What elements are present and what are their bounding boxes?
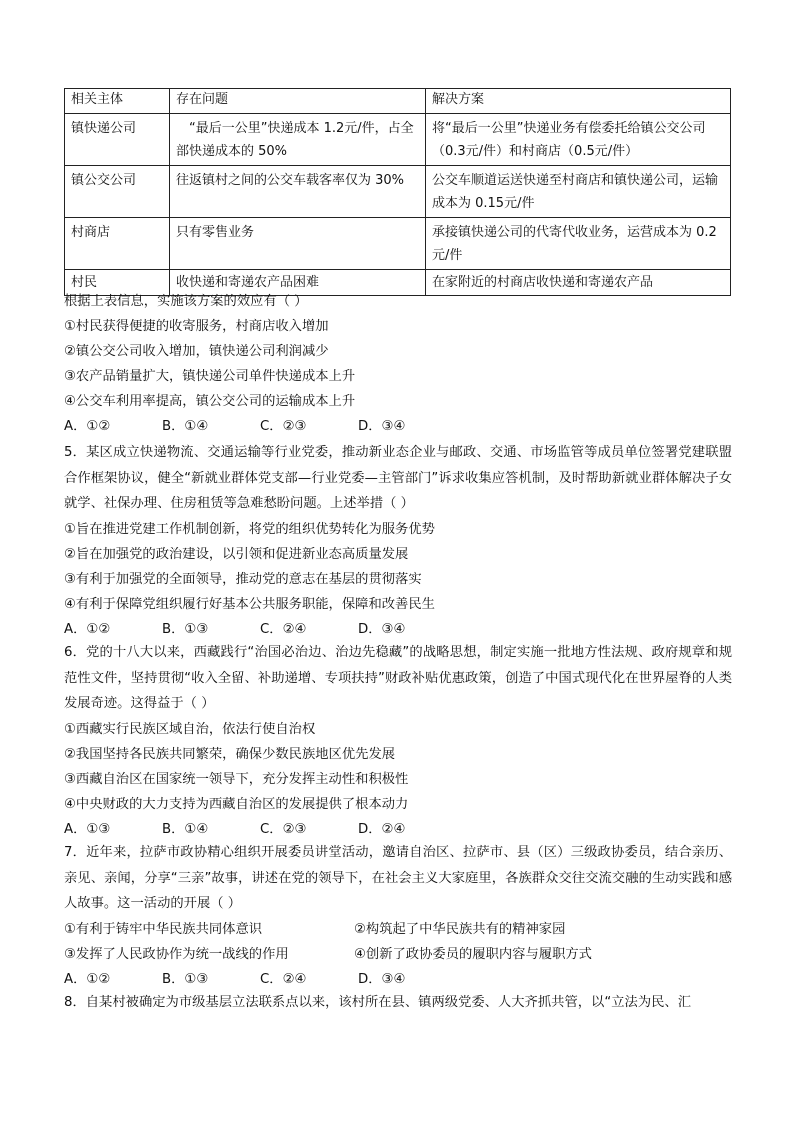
info-table	[64, 88, 731, 296]
option-line: ③西藏自治区在国家统一领导下，充分发挥主动性和积极性	[64, 771, 409, 787]
option-line: ②旨在加强党的政治建设，以引领和促进新业态高质量发展	[64, 546, 409, 562]
answer-choices	[64, 414, 732, 439]
answer-choices	[64, 617, 732, 642]
table-cell-subject: 镇公交公司	[65, 166, 170, 218]
choice-a: A．①③	[64, 821, 111, 837]
answer-choices	[64, 817, 732, 842]
answer-choices	[64, 967, 732, 992]
choice-d: D．③④	[358, 971, 406, 987]
option-line: ②镇公交公司收入增加，镇快递公司利润减少	[64, 344, 329, 359]
question-4	[64, 289, 732, 439]
choice-c: C．②③	[260, 821, 307, 837]
table-row	[65, 218, 731, 270]
table-header: 相关主体	[65, 89, 170, 114]
option-line: ④有利于保障党组织履行好基本公共服务职能，保障和改善民生	[64, 596, 435, 612]
choice-a: A．①②	[64, 621, 111, 637]
choice-b: B．①③	[162, 621, 209, 637]
table-cell-solution: 公交车顺道运送快递至村商店和镇快递公司，运输成本为 0.15元/件	[426, 166, 731, 218]
question-stem: 7．近年来，拉萨市政协精心组织开展委员讲堂活动，邀请自治区、拉萨市、县（区）三级政协委员，结合亲历、亲见、亲闻，分享“三亲”故事，讲述在党的领导下，在社会主义大家庭里，各族群众交往交流交融的生动实践和感人故事。这一活动的开展（ ）	[64, 845, 732, 911]
table-cell-solution: 承接镇快递公司的代寄代收业务，运营成本为 0.2元/件	[426, 218, 731, 270]
question-8	[64, 990, 732, 1015]
question-stem: 8．自某村被确定为市级基层立法联系点以来，该村所在县、镇两级党委、人大齐抓共管，以“立法为民、汇	[64, 995, 692, 1010]
table-cell-problem: “最后一公里”快递成本 1.2元/件，占全部快递成本的 50%	[170, 114, 426, 166]
question-stem: 根据上表信息，实施该方案的效应有（ ）	[64, 294, 308, 309]
choice-a: A．①②	[64, 419, 111, 434]
option-line: ②构筑起了中华民族共有的精神家园	[354, 921, 566, 937]
option-line: ①旨在推进党建工作机制创新，将党的组织优势转化为服务优势	[64, 521, 435, 537]
option-line: ④公交车利用率提高，镇公交公司的运输成本上升	[64, 394, 356, 409]
option-line: ③有利于加强党的全面领导，推动党的意志在基层的贯彻落实	[64, 571, 422, 587]
option-line: ③发挥了人民政协作为统一战线的作用	[64, 946, 289, 962]
table-cell-solution: 将“最后一公里”快递业务有偿委托给镇公交公司（0.3元/件）和村商店（0.5元/件）	[426, 114, 731, 166]
table-cell-subject: 村商店	[65, 218, 170, 270]
option-line: ③农产品销量扩大，镇快递公司单件快递成本上升	[64, 369, 356, 384]
question-stem: 5．某区成立快递物流、交通运输等行业党委，推动新业态企业与邮政、交通、市场监管等成员单位签署党建联盟合作框架协议，健全“新就业群体党支部—行业党委—主管部门”诉求收集应答机制，及时帮助新就业群体解决子女就学、社保办理、住房租赁等急难愁盼问题。上述举措（ ）	[64, 445, 732, 511]
option-row	[64, 942, 732, 967]
choice-b: B．①④	[162, 821, 209, 837]
table-cell-problem: 收快递和寄递农产品困难	[170, 270, 426, 296]
choice-c: C．②③	[260, 419, 307, 434]
table-cell-problem: 只有零售业务	[170, 218, 426, 270]
question-5	[64, 440, 732, 642]
option-row	[64, 917, 732, 942]
option-line: ②我国坚持各民族共同繁荣，确保少数民族地区优先发展	[64, 746, 396, 762]
choice-b: B．①③	[162, 971, 209, 987]
table-header: 存在问题	[170, 89, 426, 114]
question-6	[64, 640, 732, 842]
option-line: ①村民获得便捷的收寄服务，村商店收入增加	[64, 319, 329, 334]
choice-b: B．①④	[162, 419, 209, 434]
option-line: ④创新了政协委员的履职内容与履职方式	[354, 946, 592, 962]
choice-c: C．②④	[260, 621, 307, 637]
question-7	[64, 840, 732, 992]
table-header-row	[65, 89, 731, 114]
question-stem: 6．党的十八大以来，西藏践行“治国必治边、治边先稳藏”的战略思想，制定实施一批地方性法规、政府规章和规范性文件，坚持贯彻“收入全留、补助递增、专项扶持”财政补贴优惠政策，创造了中国式现代化在世界屋脊的人类发展奇迹。这得益于（ ）	[64, 645, 732, 711]
option-line: ①西藏实行民族区域自治，依法行使自治权	[64, 721, 316, 737]
choice-c: C．②④	[260, 971, 307, 987]
table-cell-problem: 往返镇村之间的公交车载客率仅为 30%	[170, 166, 426, 218]
table-cell-subject: 镇快递公司	[65, 114, 170, 166]
table-cell-solution: 在家附近的村商店收快递和寄递农产品	[426, 270, 731, 296]
option-line: ①有利于铸牢中华民族共同体意识	[64, 921, 263, 937]
table-header: 解决方案	[426, 89, 731, 114]
choice-d: D．③④	[358, 621, 406, 637]
choice-d: D．②④	[358, 821, 406, 837]
table-row	[65, 166, 731, 218]
choice-d: D．③④	[358, 419, 406, 434]
table-cell-subject: 村民	[65, 270, 170, 296]
option-line: ④中央财政的大力支持为西藏自治区的发展提供了根本动力	[64, 796, 409, 812]
table-row	[65, 114, 731, 166]
choice-a: A．①②	[64, 971, 111, 987]
